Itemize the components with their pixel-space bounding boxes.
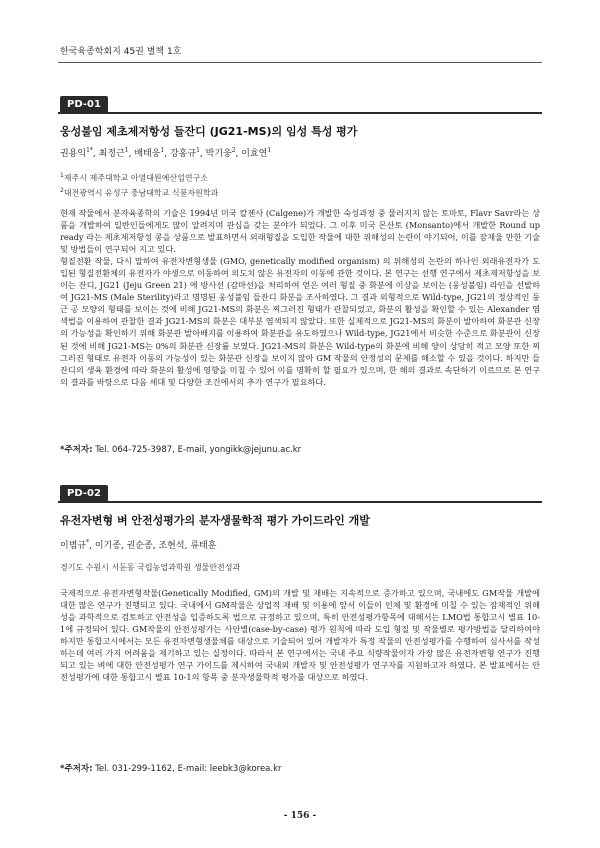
header-rule xyxy=(58,62,542,63)
affiliation-text: 대전광역시 유성구 충남대학교 식물자원학과 xyxy=(63,188,219,198)
affiliation-list xyxy=(60,562,540,574)
abstract-body xyxy=(60,587,540,683)
author: 조현석 xyxy=(158,541,185,551)
email-value: yongikk@jejunu.ac.kr xyxy=(209,445,302,455)
abstract-paragraph: 국제적으로 유전자변형작물(Genetically Modified, GM)의 개발 및 재배는 지속적으로 증가하고 있으며, 국내에도 GM작물 개발에 대한 많은 연구가 진행되고 있다. 국내에서 GM작물은 상업적 재배 및 이용에 앞서 이들이 인체 및 환경에 미칠 수 있는 잠재적인 위해성을 과학적으로 검토하고 안전성을 입증하도록 법으로 규정하고 있으며, 특히 안전성평가항목에 대해서는 LMO법 통합고시 별표 10-1에 규정되어 있다. GM작물의 안전성평가는 사안별(case-by-case) 평가 원칙에 따라 도입 형질 및 작물별로 평가방법을 달리하여야 하지만 통합고시에서는 모든 유전자변형생물체를 대상으로 기술되어 있어 개발자가 특정 작물의 안전성평가를 수행하여 심사서를 작성하는데 여러 가지 어려움을 제기하고 있는 실정이다. 따라서 본 연구에서는 국내 주요 식량작물이자 가장 많은 유전자변형 연구가 진행되고 있는 벼에 대한 안전성평가 연구 가이드를 제시하여 국내외 개발자 및 안전성평가 연구자를 지원하고자 하였다. 본 발표에서는 안전성평가에 대한 통합고시 별표 10-1의 항목 중 분자생물학적 평가를 대상으로 하였다. xyxy=(60,588,540,683)
author: 강홍규 xyxy=(169,149,197,159)
contact-label: *주저자: xyxy=(60,764,93,774)
abstract-paragraph: 형질전환 작물, 다시 말하여 유전자변형생물 (GMO, genetically modified organism) 의 위해성의 논란의 하나인 외래유전자가 도입된 형질전환체의 유전자가 야생으로 이동하여 의도치 않은 유전자의 이동에 관한 것이다. 본 연구는 선행 연구에서 제초제저항성을 보이는 잔디, JG21 (Jeju Green 21) 에 방사선 (감마선)을 처리하여 얻은 여러 형질 중 화분에 이상을 보이는 (웅성불임) 라인을 선발하여 JG21-MS (Male Sterility)라고 명명된 웅성불임 들잔디 화분을 조사하였다. 그 결과 외형적으로 Wild-type, JG21의 정상적인 둥근 공 모양의 형태를 보이는 것에 비해 JG21-MS의 화분은 찌그러진 형태가 관찰되었고, 화분의 활성을 확인할 수 있는 Alexander 염색법을 이용하여 관찰한 결과 JG21-MS의 화분은 대부분 염색되지 않았다. 또한 실제적으로 JG21-MS의 화분이 발아하여 화분관 신장의 가능성을 확인하기 위해 화분관 발아배지를 이용하여 화분관을 유도하였으나 Wild-type, JG21에서 비슷한 수준으로 화분관이 신장된 것에 비해 JG21-MS는 0%의 화분관 신장률 보였다. JG21-MS의 화분은 Wild-type의 화분에 비해 양이 상당히 적고 모양 또한 찌그러진 형태로 유전자 이동의 가능성이 있는 화분관 신장을 보이지 않아 GM 작물의 안정성의 문제를 해소할 수 있을 것이다. 하지만 들잔디의 생육 환경에 따라 화분의 활성에 영향을 미칠 수 있어 이를 명확히 할 필요가 있으며, 한 해의 결과로 속단하기 이르므로 본 연구의 결과를 바탕으로 다음 세대 및 다양한 조건에서의 추가 연구가 필요하다. xyxy=(60,256,540,387)
email-value: leebk3@korea.kr xyxy=(209,764,282,774)
author: 권순종 xyxy=(126,541,153,551)
running-title: 한국육종학회지 45권 별책 1호 xyxy=(60,47,182,57)
email-label: E-mail, xyxy=(177,445,207,455)
author-sup: * xyxy=(86,539,90,546)
abstract-id-badge: PD-02 xyxy=(60,485,108,502)
tel-value: 064-725-3987, xyxy=(111,445,175,455)
affiliation xyxy=(60,185,540,200)
author-sup: 1* xyxy=(86,147,93,154)
badge-rule xyxy=(58,112,542,114)
author-sup: 1 xyxy=(160,147,165,154)
tel-label: Tel. xyxy=(95,764,110,774)
author-sup: 1 xyxy=(124,147,129,154)
affiliation-list xyxy=(60,170,540,199)
author: 최정근 xyxy=(98,149,125,159)
author-sup: 1 xyxy=(196,147,200,154)
abstract-title: 유전자변형 벼 안전성평가의 분자생물학적 평가 가이드라인 개발 xyxy=(60,514,370,527)
author: 이효연 xyxy=(241,149,268,159)
author: 배태웅 xyxy=(134,149,161,159)
affiliation-text: 경기도 수원시 서둔동 국립농업과학원 생물안전성과 xyxy=(60,563,241,572)
abstract-body xyxy=(60,207,540,388)
author-sup: 2 xyxy=(231,147,236,154)
author: 권용익 xyxy=(60,149,87,159)
author: 류태훈 xyxy=(190,541,217,551)
author: 이범규 xyxy=(60,541,87,551)
affiliation-text: 제주시 제주대학교 아열대원예산업연구소 xyxy=(63,173,209,183)
abstract-paragraph: 현재 작물에서 분자육종학의 기술은 1994년 미국 칼젠사 (Calgene)가 개발한 숙성과정 중 물러지지 않는 토마토, Flavr Savr라는 상품을 개발하여 일반인들에게도 많이 알려지며 관심을 갖는 분야가 되었다. 그 이후 미국 몬산토 (Monsanto)에서 개발한 Round up ready 라는 제초제저항성 콩을 상품으로 발표하면서 외래형질을 도입한 작물에 대한 위해성의 논란이 야기되어, 이를 잠재울 만한 기술 및 방법들이 연구되어 지고 있다. xyxy=(60,208,540,255)
author-sup: 1 xyxy=(267,147,272,154)
page-number: - 156 - xyxy=(283,811,317,821)
author-list: 이범규*, 이기종, 권순종, 조현석, 류태훈 xyxy=(60,539,217,551)
abstract-id-badge: PD-01 xyxy=(60,96,108,113)
tel-label: Tel. xyxy=(95,445,110,455)
tel-value: 031-299-1162, xyxy=(111,764,175,774)
affiliation-sup: 1 xyxy=(60,172,64,179)
contact-info xyxy=(60,762,540,774)
author: 박기웅 xyxy=(205,149,232,159)
affiliation-sup: 2 xyxy=(60,186,64,194)
author-list: 권용익$^{1*}$, 최정근$^1$, 배태웅$^1$, 강홍규$^1$, 박기웅$^2$, 이효연$^1$ xyxy=(60,147,272,159)
badge-rule xyxy=(58,501,542,503)
contact-info xyxy=(60,443,540,455)
abstract-title: 웅성불임 제초제저항성 들잔디 (JG21-MS)의 임성 특성 평가 xyxy=(60,125,358,138)
author: 이기종 xyxy=(94,541,121,551)
contact-label: *주저자: xyxy=(60,445,93,455)
affiliation xyxy=(60,562,540,574)
email-label: E-mail: xyxy=(177,764,208,774)
affiliation xyxy=(60,170,540,185)
